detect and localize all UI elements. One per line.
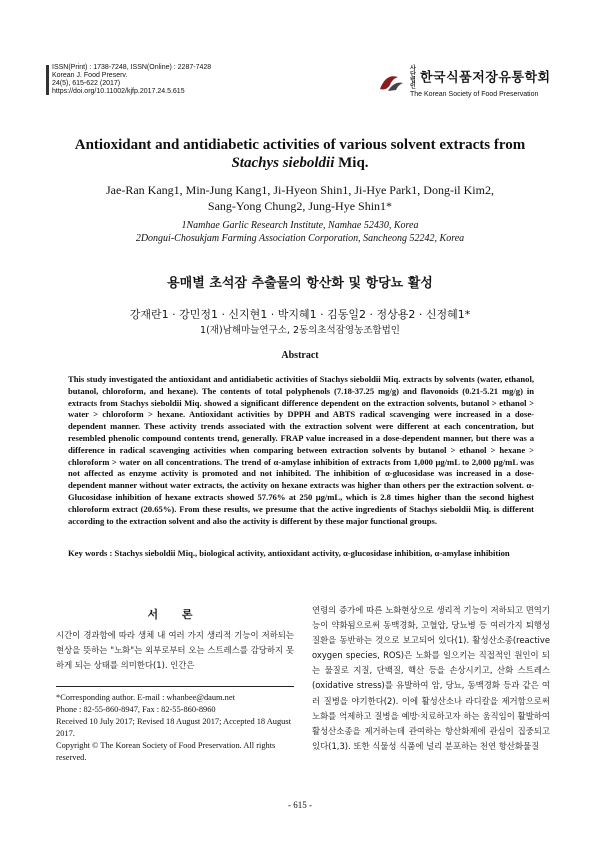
contact-phone: Phone : 82-55-860-8947, Fax : 82-55-860-8960 (56, 705, 216, 714)
issn-line: ISSN(Print) : 1738-7248, ISSN(Online) : 2287-7428 (52, 64, 212, 71)
paper-title (40, 136, 560, 172)
received-dates: Received 10 July 2017; Revised 18 August 2017; Accepted 18 August 2017. (56, 717, 291, 738)
society-name-en: The Korean Society of Food Preservation (410, 91, 539, 98)
copyright-notice: Copyright © The Korean Society of Food Preservation. All rights reserved. (56, 741, 276, 762)
keywords (68, 548, 534, 560)
authors-line2: Sang-Yong Chung2, Jung-Hye Shin1* (207, 199, 393, 213)
section-heading-intro: 서 론 (147, 608, 203, 621)
corresponding-author: *Corresponding author. E-mail : whanbee@daum.net (56, 693, 235, 702)
footnote (56, 692, 294, 764)
korean-affiliations: 1(재)남해마늘연구소, 2동의초석잠영농조합법인 (200, 325, 400, 336)
title-suffix: Miq. (334, 155, 369, 171)
journal-meta (52, 64, 211, 96)
footnote-divider (56, 686, 294, 687)
authors (40, 182, 560, 214)
journal-name: Korean J. Food Preserv. (52, 72, 128, 79)
title-line1: Antioxidant and antidiabetic activities of various solvent extracts from (74, 137, 526, 153)
keywords-list: Stachys sieboldii Miq., biological activity, antioxidant activity, α-glucosidase inhibition, α-amylase inhibition (114, 548, 510, 558)
intro-left-text: 시간이 경과함에 따라 생체 내 여러 가지 생리적 기능이 저하되는 현상을 뜻하는 "노화"는 외부로부터 오는 스트레스를 감당하지 못하게 되는 상태를 의미한다(1). 인간은 (56, 630, 294, 670)
abstract-text: This study investigated the antioxidant and antidiabetic activities of Stachys sieboldii Miq. extracts by solvents (water, ethanol, butanol, chloroform, and hexane). The contents of total polyphenols (7.18-37.25 mg/g) and flavonoids (0.21-5.21 mg/g) in extracts from Stachys sieboldii Miq. showed a significant difference dependent on the extraction solvents, butanol > ethanol > water > chloroform > hexane. Antioxidant activities by DPPH and ABTS radical scavenging were increased in a dose-dependent manner. These activity trends associated with the extraction solvent were different at each concentration, but resembled phenolic compound contents trend, generally. FRAP value increased in a dose-dependent manner, but there was a difference in radical scavenging activities when comparing between extraction solvents by butanol > ethanol > hexane > chloroform > water on all concentrations. The trend of α-amylase inhibition of extracts from 1,000 μg/mL to 2,000 μg/mL was not affected as enzyme activity is promoted and not inhibited. The inhibition of α-glucosidase was increased in a dose-dependent manner without water extracts, the activity on hexane extracts was higher than others per the extraction solvent. α-Glucosidase inhibition of hexane extracts showed 57.76% at 250 μg/mL, which is 2.8 times higher than the second highest chloroform extract (20.65%). From these results, we presume that the active ingredients of Stachys sieboldii Miq. is different according to the extraction solvent and also the activity is different by these major functional groups. (68, 374, 534, 526)
society-name-kr: 한국식품저장유통학회 (420, 69, 551, 85)
korean-title: 용매별 초석잠 추출물의 항산화 및 항당뇨 활성 (167, 276, 433, 291)
affiliation-1: 1Namhae Garlic Research Institute, Namhae 52430, Korea (181, 220, 419, 231)
affiliations (40, 219, 560, 245)
affiliation-2: 2Dongui-Chosukjam Farming Association Corporation, Sancheong 52242, Korea (135, 233, 465, 244)
society-logo (378, 66, 551, 98)
society-prefix: 사단 법인 (410, 66, 417, 90)
volume-line: 24(5), 615-622 (2017) (52, 80, 121, 87)
page-number: - 615 - (288, 800, 312, 810)
abstract-heading: Abstract (281, 350, 319, 361)
authors-line1: Jae-Ran Kang1, Min-Jung Kang1, Ji-Hyeon Shin1, Ji-Hye Park1, Dong-il Kim2, (106, 183, 494, 197)
meta-bar (46, 65, 49, 95)
keywords-label: Key words : (68, 548, 115, 558)
korean-authors: 강재란1 · 강민정1 · 신지현1 · 박지혜1 · 김동일2 · 정상용2 · 신정혜1* (129, 308, 471, 321)
species-name: Stachys sieboldii (231, 155, 335, 171)
intro-right-text: 연령의 증가에 따른 노화현상으로 생리적 기능이 저하되고 면역기능이 약화됨으로써 동맥경화, 고혈압, 당뇨병 등 여러가지 퇴행성 질환을 동반하는 것으로 보고되어 있다(1). 활성산소종(reactive oxygen species, ROS)은 노화를 일으키는 직접적인 원인이 되는 물질로 지질, 단백질, 핵산 등을 손상시키고, 산화 스트레스(oxidative stress)를 유발하여 암, 당뇨, 동맥경화 등과 같은 여러 질병을 야기한다(2). 이에 활성산소나 라디칼을 제거함으로써 노화를 억제하고 질병을 예방·치료하고자 하는 움직임이 활발하여 활성산소종을 제거하는데 관여하는 항산화제에 관심이 집중되고 있다(1,3). 또한 식물성 식품에 널리 분포하는 천연 항산화물질 (312, 605, 550, 751)
doi-link[interactable]: https://doi.org/10.11002/kjfp.2017.24.5.615 (52, 88, 185, 95)
society-logo-icon (378, 71, 404, 93)
